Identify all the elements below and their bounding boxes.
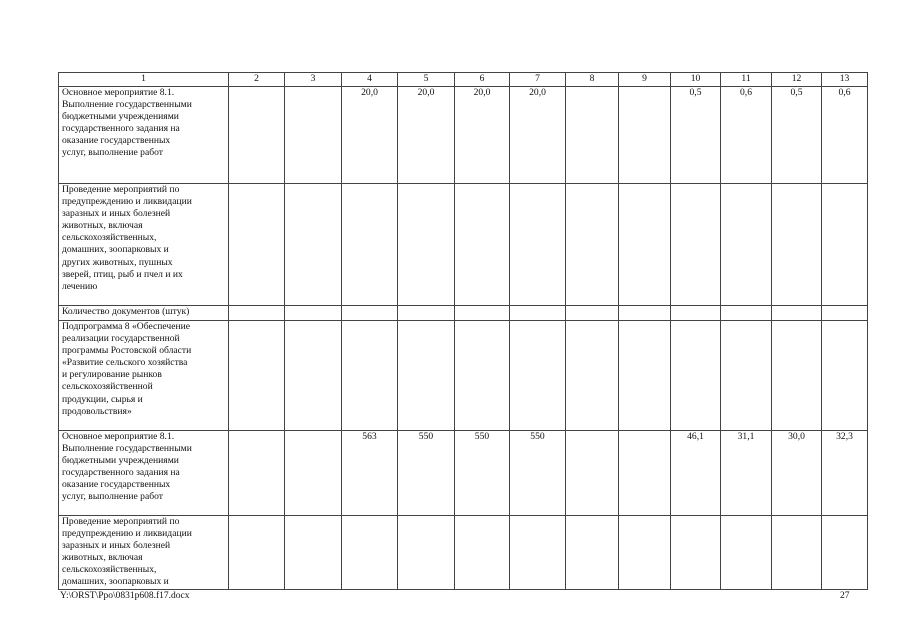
table-cell xyxy=(619,87,671,184)
table-cell xyxy=(342,306,398,321)
table-row xyxy=(59,87,868,184)
table-row xyxy=(59,431,868,516)
table-cell: 30,0 xyxy=(772,431,822,516)
table-cell xyxy=(285,321,342,431)
table-cell: 0,6 xyxy=(721,87,772,184)
table-cell xyxy=(721,306,772,321)
table-cell xyxy=(398,516,455,590)
table-row xyxy=(59,516,868,590)
table-cell: 550 xyxy=(455,431,510,516)
table-cell xyxy=(510,321,566,431)
table-cell xyxy=(671,306,721,321)
data-table xyxy=(58,72,868,590)
column-header: 11 xyxy=(721,73,772,87)
row-label: Основное мероприятие 8.1. Выполнение государственными бюджетными учреждениями государственного задания на оказание государственных услуг, выполнение работ xyxy=(59,87,229,184)
table-cell xyxy=(566,306,619,321)
table-cell xyxy=(566,321,619,431)
table-cell xyxy=(342,321,398,431)
table-cell xyxy=(772,184,822,306)
table-cell xyxy=(822,321,868,431)
table-cell: 46,1 xyxy=(671,431,721,516)
table-cell xyxy=(721,184,772,306)
table-cell xyxy=(619,306,671,321)
table-cell xyxy=(229,306,285,321)
table-cell xyxy=(342,516,398,590)
table-cell xyxy=(229,516,285,590)
table-cell xyxy=(822,184,868,306)
table-cell xyxy=(619,321,671,431)
table-cell xyxy=(721,321,772,431)
table-cell xyxy=(455,306,510,321)
table-cell xyxy=(772,306,822,321)
column-header: 1 xyxy=(59,73,229,87)
row-label: Количество документов (штук) xyxy=(59,306,229,321)
table-cell xyxy=(721,516,772,590)
header-row xyxy=(59,73,868,87)
row-label: Основное мероприятие 8.1. Выполнение государственными бюджетными учреждениями государственного задания на оказание государственных услуг, выполнение работ xyxy=(59,431,229,516)
page-number: 27 xyxy=(840,591,850,601)
table-cell xyxy=(566,431,619,516)
row-label: Подпрограмма 8 «Обеспечение реализации государственной программы Ростовской области «Развитие сельского хозяйства и регулирование рынков сельскохозяйственной продукции, сырья и продовольствия» xyxy=(59,321,229,431)
table-cell xyxy=(510,306,566,321)
table-cell xyxy=(229,321,285,431)
table-cell xyxy=(822,306,868,321)
table-cell xyxy=(772,516,822,590)
table-row xyxy=(59,306,868,321)
table-cell xyxy=(619,184,671,306)
table-cell xyxy=(398,184,455,306)
table-cell: 550 xyxy=(510,431,566,516)
table-cell xyxy=(566,184,619,306)
table-row xyxy=(59,321,868,431)
table-cell xyxy=(285,431,342,516)
table-cell: 31,1 xyxy=(721,431,772,516)
table-cell: 32,3 xyxy=(822,431,868,516)
row-label: Проведение мероприятий по предупреждению и ликвидации заразных и иных болезней животных, включая сельскохозяйственных, домашних, зоопарковых и других животных, пушных зверей, птиц, рыб и пчел и их лечению xyxy=(59,184,229,306)
column-header: 12 xyxy=(772,73,822,87)
table-cell: 563 xyxy=(342,431,398,516)
table-cell xyxy=(285,516,342,590)
table-cell xyxy=(455,184,510,306)
column-header: 5 xyxy=(398,73,455,87)
table-cell xyxy=(822,516,868,590)
column-header: 2 xyxy=(229,73,285,87)
table-cell xyxy=(285,306,342,321)
table-cell xyxy=(619,516,671,590)
column-header: 6 xyxy=(455,73,510,87)
table-cell: 550 xyxy=(398,431,455,516)
table-cell xyxy=(619,431,671,516)
table-cell xyxy=(510,516,566,590)
table-cell xyxy=(398,321,455,431)
table-cell xyxy=(342,184,398,306)
table-cell xyxy=(671,321,721,431)
table-cell xyxy=(566,516,619,590)
table-row xyxy=(59,184,868,306)
table-cell xyxy=(455,516,510,590)
table-cell: 0,5 xyxy=(671,87,721,184)
table-cell: 20,0 xyxy=(398,87,455,184)
row-label: Проведение мероприятий по предупреждению и ликвидации заразных и иных болезней животных, включая сельскохозяйственных, домашних, зоопарковых и xyxy=(59,516,229,590)
table-cell xyxy=(455,321,510,431)
table-cell xyxy=(229,87,285,184)
table-cell xyxy=(772,321,822,431)
table-cell xyxy=(285,87,342,184)
table-cell: 20,0 xyxy=(342,87,398,184)
column-header: 9 xyxy=(619,73,671,87)
table-cell xyxy=(671,516,721,590)
column-header: 4 xyxy=(342,73,398,87)
table-cell xyxy=(285,184,342,306)
column-header: 7 xyxy=(510,73,566,87)
table-cell: 0,5 xyxy=(772,87,822,184)
column-header: 10 xyxy=(671,73,721,87)
table-cell: 0,6 xyxy=(822,87,868,184)
table-cell: 20,0 xyxy=(455,87,510,184)
table-cell xyxy=(566,87,619,184)
footer-file-path: Y:\ORST\Ppo\0831p608.f17.docx xyxy=(60,591,190,601)
column-header: 13 xyxy=(822,73,868,87)
table-cell xyxy=(229,184,285,306)
table-cell xyxy=(510,184,566,306)
column-header: 8 xyxy=(566,73,619,87)
table-cell xyxy=(671,184,721,306)
column-header: 3 xyxy=(285,73,342,87)
table-cell xyxy=(229,431,285,516)
table-cell xyxy=(398,306,455,321)
table-cell: 20,0 xyxy=(510,87,566,184)
